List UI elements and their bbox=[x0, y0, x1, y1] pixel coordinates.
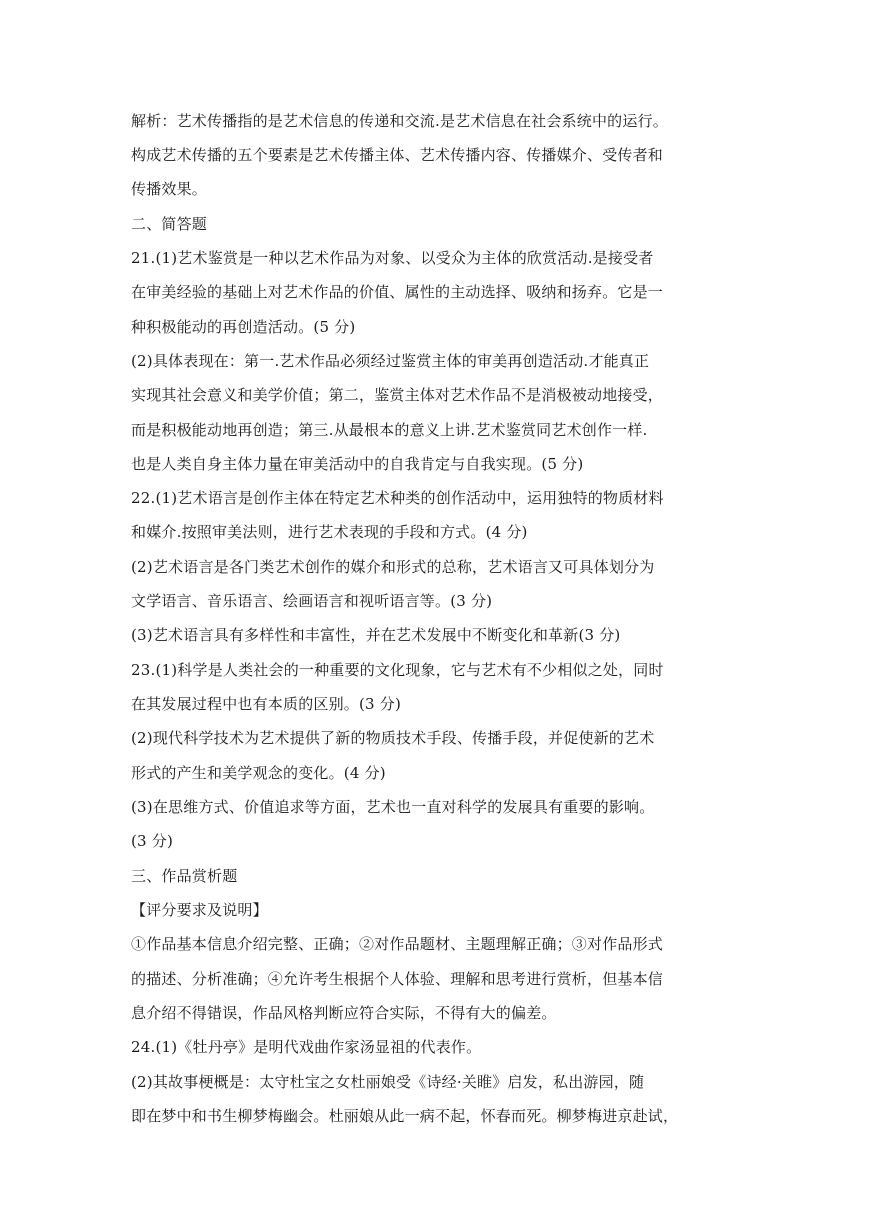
text-line: 息介绍不得错误，作品风格判断应符合实际，不得有大的偏差。 bbox=[131, 1004, 557, 1022]
text-line: 种积极能动的再创造活动。(5 分) bbox=[131, 318, 356, 336]
text-line: (2)其故事梗概是：太守杜宝之女杜丽娘受《诗经·关睢》启发，私出游园，随 bbox=[131, 1073, 645, 1091]
text-line: 而是积极能动地再创造；第三.从最根本的意义上讲.艺术鉴赏同艺术创作一样. bbox=[131, 421, 648, 439]
text-line: 23.(1)科学是人类社会的一种重要的文化现象，它与艺术有不少相似之处，同时 bbox=[131, 661, 664, 679]
text-line: 的描述、分析准确；④允许考生根据个人体验、理解和思考进行赏析，但基本信 bbox=[131, 970, 664, 988]
text-line: 形式的产生和美学观念的变化。(4 分) bbox=[131, 764, 386, 782]
text-line: (3 分) bbox=[131, 832, 174, 850]
section-heading: 三、作品赏析题 bbox=[131, 867, 238, 885]
text-line: ①作品基本信息介绍完整、正确；②对作品题材、主题理解正确；③对作品形式 bbox=[131, 935, 664, 953]
text-line: 和媒介.按照审美法则，进行艺术表现的手段和方式。(4 分) bbox=[131, 523, 528, 541]
text-line: (3)艺术语言具有多样性和丰富性，并在艺术发展中不断变化和革新(3 分) bbox=[131, 626, 621, 644]
text-line: 构成艺术传播的五个要素是艺术传播主体、艺术传播内容、传播媒介、受传者和 bbox=[131, 146, 664, 164]
text-line: 解析：艺术传播指的是艺术信息的传递和交流.是艺术信息在社会系统中的运行。 bbox=[131, 112, 668, 130]
text-line: 实现其社会意义和美学价值；第二，鉴赏主体对艺术作品不是消极被动地接受， bbox=[131, 386, 664, 404]
text-line: 传播效果。 bbox=[131, 180, 208, 198]
text-line: 在其发展过程中也有本质的区别。(3 分) bbox=[131, 695, 402, 713]
text-line: (2)艺术语言是各门类艺术创作的媒介和形式的总称，艺术语言又可具体划分为 bbox=[131, 558, 655, 576]
text-line: 【评分要求及说明】 bbox=[131, 901, 268, 919]
text-line: (3)在思维方式、价值追求等方面，艺术也一直对科学的发展具有重要的影响。 bbox=[131, 798, 655, 816]
text-line: 也是人类自身主体力量在审美活动中的自我肯定与自我实现。(5 分) bbox=[131, 455, 584, 473]
text-line: 文学语言、音乐语言、绘画语言和视听语言等。(3 分) bbox=[131, 592, 493, 610]
text-line: 21.(1)艺术鉴赏是一种以艺术作品为对象、以受众为主体的欣赏活动.是接受者 bbox=[131, 249, 654, 267]
text-line: 24.(1)《牡丹亭》是明代戏曲作家汤显祖的代表作。 bbox=[131, 1038, 482, 1056]
text-line: 22.(1)艺术语言是创作主体在特定艺术种类的创作活动中，运用独特的物质材料 bbox=[131, 489, 664, 507]
text-line: (2)现代科学技术为艺术提供了新的物质技术手段、传播手段，并促使新的艺术 bbox=[131, 729, 655, 747]
text-line: (2)具体表现在：第一.艺术作品必须经过鉴赏主体的审美再创造活动.才能真正 bbox=[131, 352, 650, 370]
section-heading: 二、简答题 bbox=[131, 215, 208, 233]
text-line: 即在梦中和书生柳梦梅幽会。杜丽娘从此一病不起，怀春而死。柳梦梅进京赴试， bbox=[131, 1107, 679, 1125]
text-line: 在审美经验的基础上对艺术作品的价值、属性的主动选择、吸纳和扬弃。它是一 bbox=[131, 283, 664, 301]
